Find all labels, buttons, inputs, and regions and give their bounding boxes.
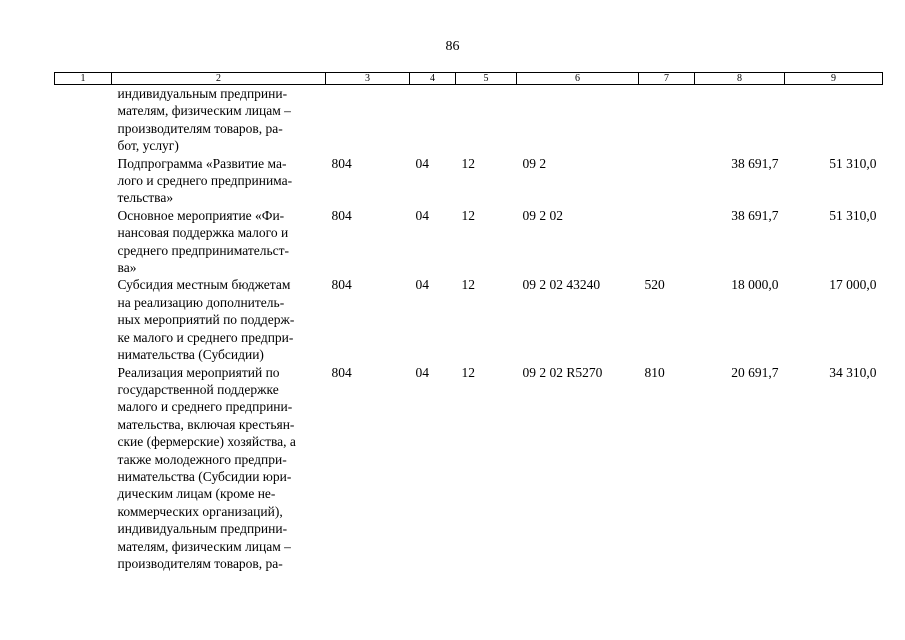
cell-col-9: 34 310,0 <box>829 364 877 380</box>
cell-col-5 <box>456 85 517 155</box>
cell-name <box>112 364 326 573</box>
name-line: мателям, физическим лицам – <box>117 538 291 554</box>
name-line: коммерческих организаций), <box>117 503 283 519</box>
cell-col-6: 09 2 02 R5270 <box>522 364 603 380</box>
cell-col-3: 804 <box>331 155 352 171</box>
cell-col-3: 804 <box>331 207 352 223</box>
name-line: мателям, физическим лицам – <box>117 103 291 119</box>
cell-col-3: 804 <box>331 277 352 293</box>
cell-col-1 <box>55 207 112 277</box>
cell-col-3: 804 <box>331 364 352 380</box>
name-line: ва» <box>117 260 137 276</box>
table-row <box>55 155 883 207</box>
header-col-5: 5 <box>456 73 517 85</box>
cell-col-1 <box>55 364 112 573</box>
cell-col-5: 12 <box>461 207 475 223</box>
cell-col-1 <box>55 276 112 363</box>
name-line: лого и среднего предпринима- <box>117 173 293 189</box>
name-line: нансовая поддержка малого и <box>117 225 289 241</box>
name-line: мательства, включая крестьян- <box>117 416 295 432</box>
page-number: 86 <box>445 39 460 54</box>
cell-name <box>112 85 326 155</box>
name-line: Подпрограмма «Развитие ма- <box>117 155 287 171</box>
header-row <box>55 73 883 85</box>
cell-name <box>112 207 326 277</box>
name-line: ке малого и среднего предпри- <box>117 329 294 345</box>
cell-col-7 <box>639 85 695 155</box>
name-line: малого и среднего предприни- <box>117 399 293 415</box>
cell-col-6: 09 2 02 43240 <box>522 277 601 293</box>
cell-col-1 <box>55 155 112 207</box>
cell-name <box>112 155 326 207</box>
cell-col-9: 51 310,0 <box>829 207 877 223</box>
name-line: нимательства (Субсидии) <box>117 347 264 363</box>
cell-col-8: 38 691,7 <box>731 207 779 223</box>
table-row <box>55 207 883 277</box>
name-line: индивидуальным предприни- <box>117 521 288 537</box>
cell-col-8: 38 691,7 <box>731 155 779 171</box>
name-line: ных мероприятий по поддерж- <box>117 312 295 328</box>
name-line: тельства» <box>117 190 174 206</box>
cell-col-6: 09 2 02 <box>522 207 563 223</box>
header-col-7: 7 <box>639 73 695 85</box>
cell-col-7: 810 <box>644 364 665 380</box>
name-line: индивидуальным предприни- <box>117 86 288 101</box>
table-row <box>55 85 883 155</box>
name-line: государственной поддержке <box>117 381 279 397</box>
cell-col-5: 12 <box>461 277 475 293</box>
cell-col-4 <box>410 85 456 155</box>
cell-col-1 <box>55 85 112 155</box>
name-line: также молодежного предпри- <box>117 451 287 467</box>
cell-col-6: 09 2 <box>522 155 547 171</box>
name-line: среднего предпринимательст- <box>117 242 290 258</box>
cell-col-4: 04 <box>415 155 429 171</box>
cell-col-8: 20 691,7 <box>731 364 779 380</box>
header-col-9: 9 <box>785 73 883 85</box>
name-line: производителям товаров, ра- <box>117 555 283 571</box>
name-line: Субсидия местным бюджетам <box>117 277 291 293</box>
cell-col-5: 12 <box>461 364 475 380</box>
header-col-4: 4 <box>410 73 456 85</box>
name-line: Реализация мероприятий по <box>117 364 280 380</box>
cell-col-8: 18 000,0 <box>731 277 779 293</box>
table-header <box>55 73 883 85</box>
table-body <box>55 85 883 573</box>
cell-col-4: 04 <box>415 364 429 380</box>
cell-col-7 <box>639 207 695 277</box>
cell-col-9: 51 310,0 <box>829 155 877 171</box>
name-line: на реализацию дополнитель- <box>117 294 285 310</box>
cell-name <box>112 276 326 363</box>
cell-col-4: 04 <box>415 277 429 293</box>
name-line: Основное мероприятие «Фи- <box>117 207 285 223</box>
cell-col-9: 17 000,0 <box>829 277 877 293</box>
table-row <box>55 364 883 573</box>
name-line: дическим лицам (кроме не- <box>117 486 276 502</box>
name-line: нимательства (Субсидии юри- <box>117 468 292 484</box>
cell-col-3 <box>326 85 410 155</box>
cell-col-5: 12 <box>461 155 475 171</box>
header-col-8: 8 <box>695 73 785 85</box>
header-col-3: 3 <box>326 73 410 85</box>
name-line: ские (фермерские) хозяйства, а <box>117 434 296 450</box>
header-col-6: 6 <box>517 73 639 85</box>
table-row <box>55 276 883 363</box>
name-line: бот, услуг) <box>117 138 179 154</box>
header-col-2: 2 <box>112 73 326 85</box>
header-col-1: 1 <box>55 73 112 85</box>
cell-col-4: 04 <box>415 207 429 223</box>
name-line: производителям товаров, ра- <box>117 120 283 136</box>
cell-col-6 <box>517 85 639 155</box>
budget-table <box>54 72 883 572</box>
cell-col-8 <box>695 85 785 155</box>
cell-col-7: 520 <box>644 277 665 293</box>
cell-col-9 <box>785 85 883 155</box>
cell-col-7 <box>639 155 695 207</box>
